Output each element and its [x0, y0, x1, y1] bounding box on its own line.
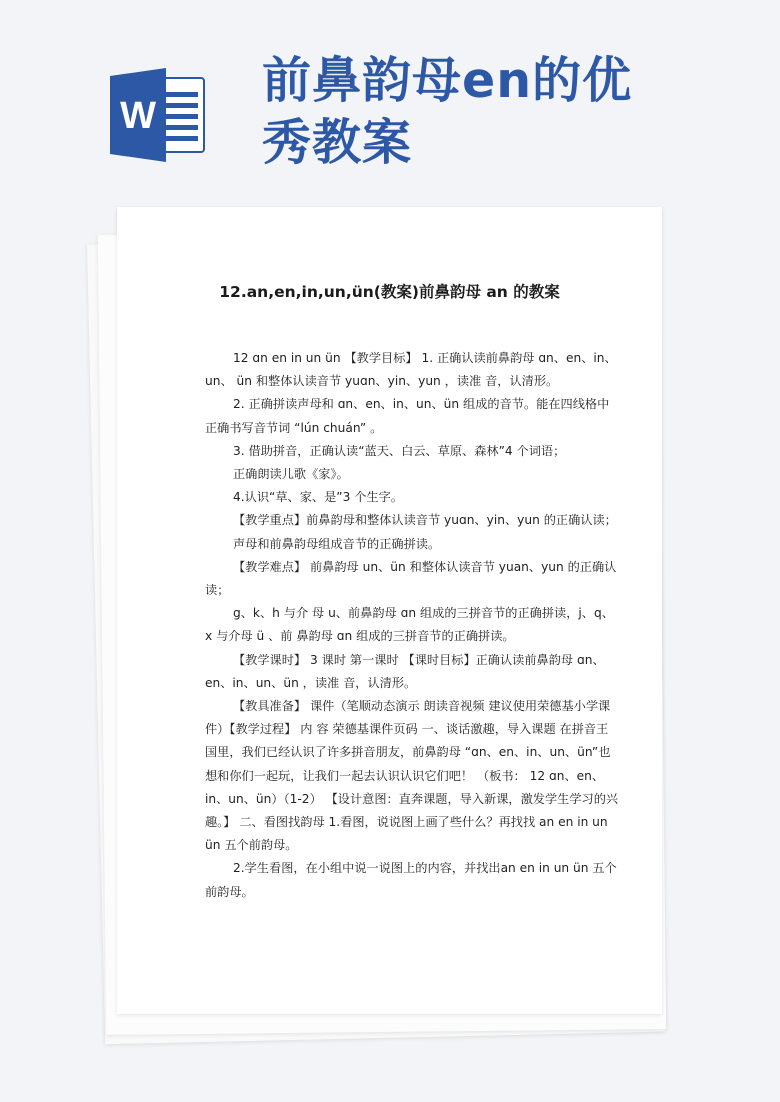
word-icon [110, 68, 206, 162]
paragraph: 【教学难点】 前鼻韵母 un、ün 和整体认读音节 yuan、yun 的正确认读； [205, 559, 617, 598]
paragraph: 4.认识“草、家、是”3 个生字。 [233, 490, 403, 505]
paragraph: 声母和前鼻韵母组成音节的正确拼读。 [233, 536, 441, 551]
paragraph: 【教学课时】 3 课时 第一课时 【课时目标】正确认读前鼻韵母 ɑn、en、in、un、ün ，读准 音，认清形。 [205, 652, 605, 690]
svg-text:W: W [120, 95, 156, 137]
document-body [205, 347, 620, 904]
page-title: 前鼻韵母en的优秀教案 [262, 52, 633, 171]
paragraph: 【教学重点】前鼻韵母和整体认读音节 yuɑn、yin、yun 的正确认读； [233, 513, 617, 528]
paragraph: 3. 借助拼音，正确认读“蓝天、白云、草原、森林”4 个词语； [233, 443, 566, 458]
paragraph: g、k、h 与介 母 u、前鼻韵母 ɑn 组成的三拼音节的正确拼读，j、q、x 与介母 ü 、前 鼻韵母 ɑn 组成的三拼音节的正确拼读。 [205, 606, 614, 644]
paragraph: 【教具准备】 课件（笔顺动态演示 朗读音视频 建议使用荣德基小学课件）【教学过程】 内 容 荣德基课件页码 一、谈话激趣，导入课题 在拼音王国里，我们已经认识了许多拼音朋友，前鼻韵母 “ɑn、en、in、un、ün”也想和你们一起玩，让我们一起去认识认识它们吧！ （板书： 12 ɑn、en、in、un、ün）（1-2） 【设计意图：直奔课题，导入新课，激发学生学习的兴趣。】 二、看图找韵母 1.看图，说说图上画了些什么？再找找 an en in un ün 五个前韵母。 [205, 699, 619, 853]
paragraph: 正确朗读儿歌《家》。 [233, 467, 349, 482]
document-page [117, 207, 662, 1014]
paragraph: 2. 正确拼读声母和 ɑn、en、in、un、ün 组成的音节。能在四线格中正确书写音节词 “lún chuán” 。 [205, 397, 610, 435]
document-title: 12.an,en,in,un,ün(教案)前鼻韵母 an 的教案 [219, 283, 560, 301]
paragraph: 12 ɑn en in un ün 【教学目标】 1. 正确认读前鼻韵母 ɑn、en、in、un、 ün 和整体认读音节 yuɑn、yin、yun ，读准 音，认清形。 [205, 351, 617, 389]
paragraph: 2.学生看图，在小组中说一说图上的内容，并找出an en in un ün 五个前韵母。 [205, 861, 617, 899]
